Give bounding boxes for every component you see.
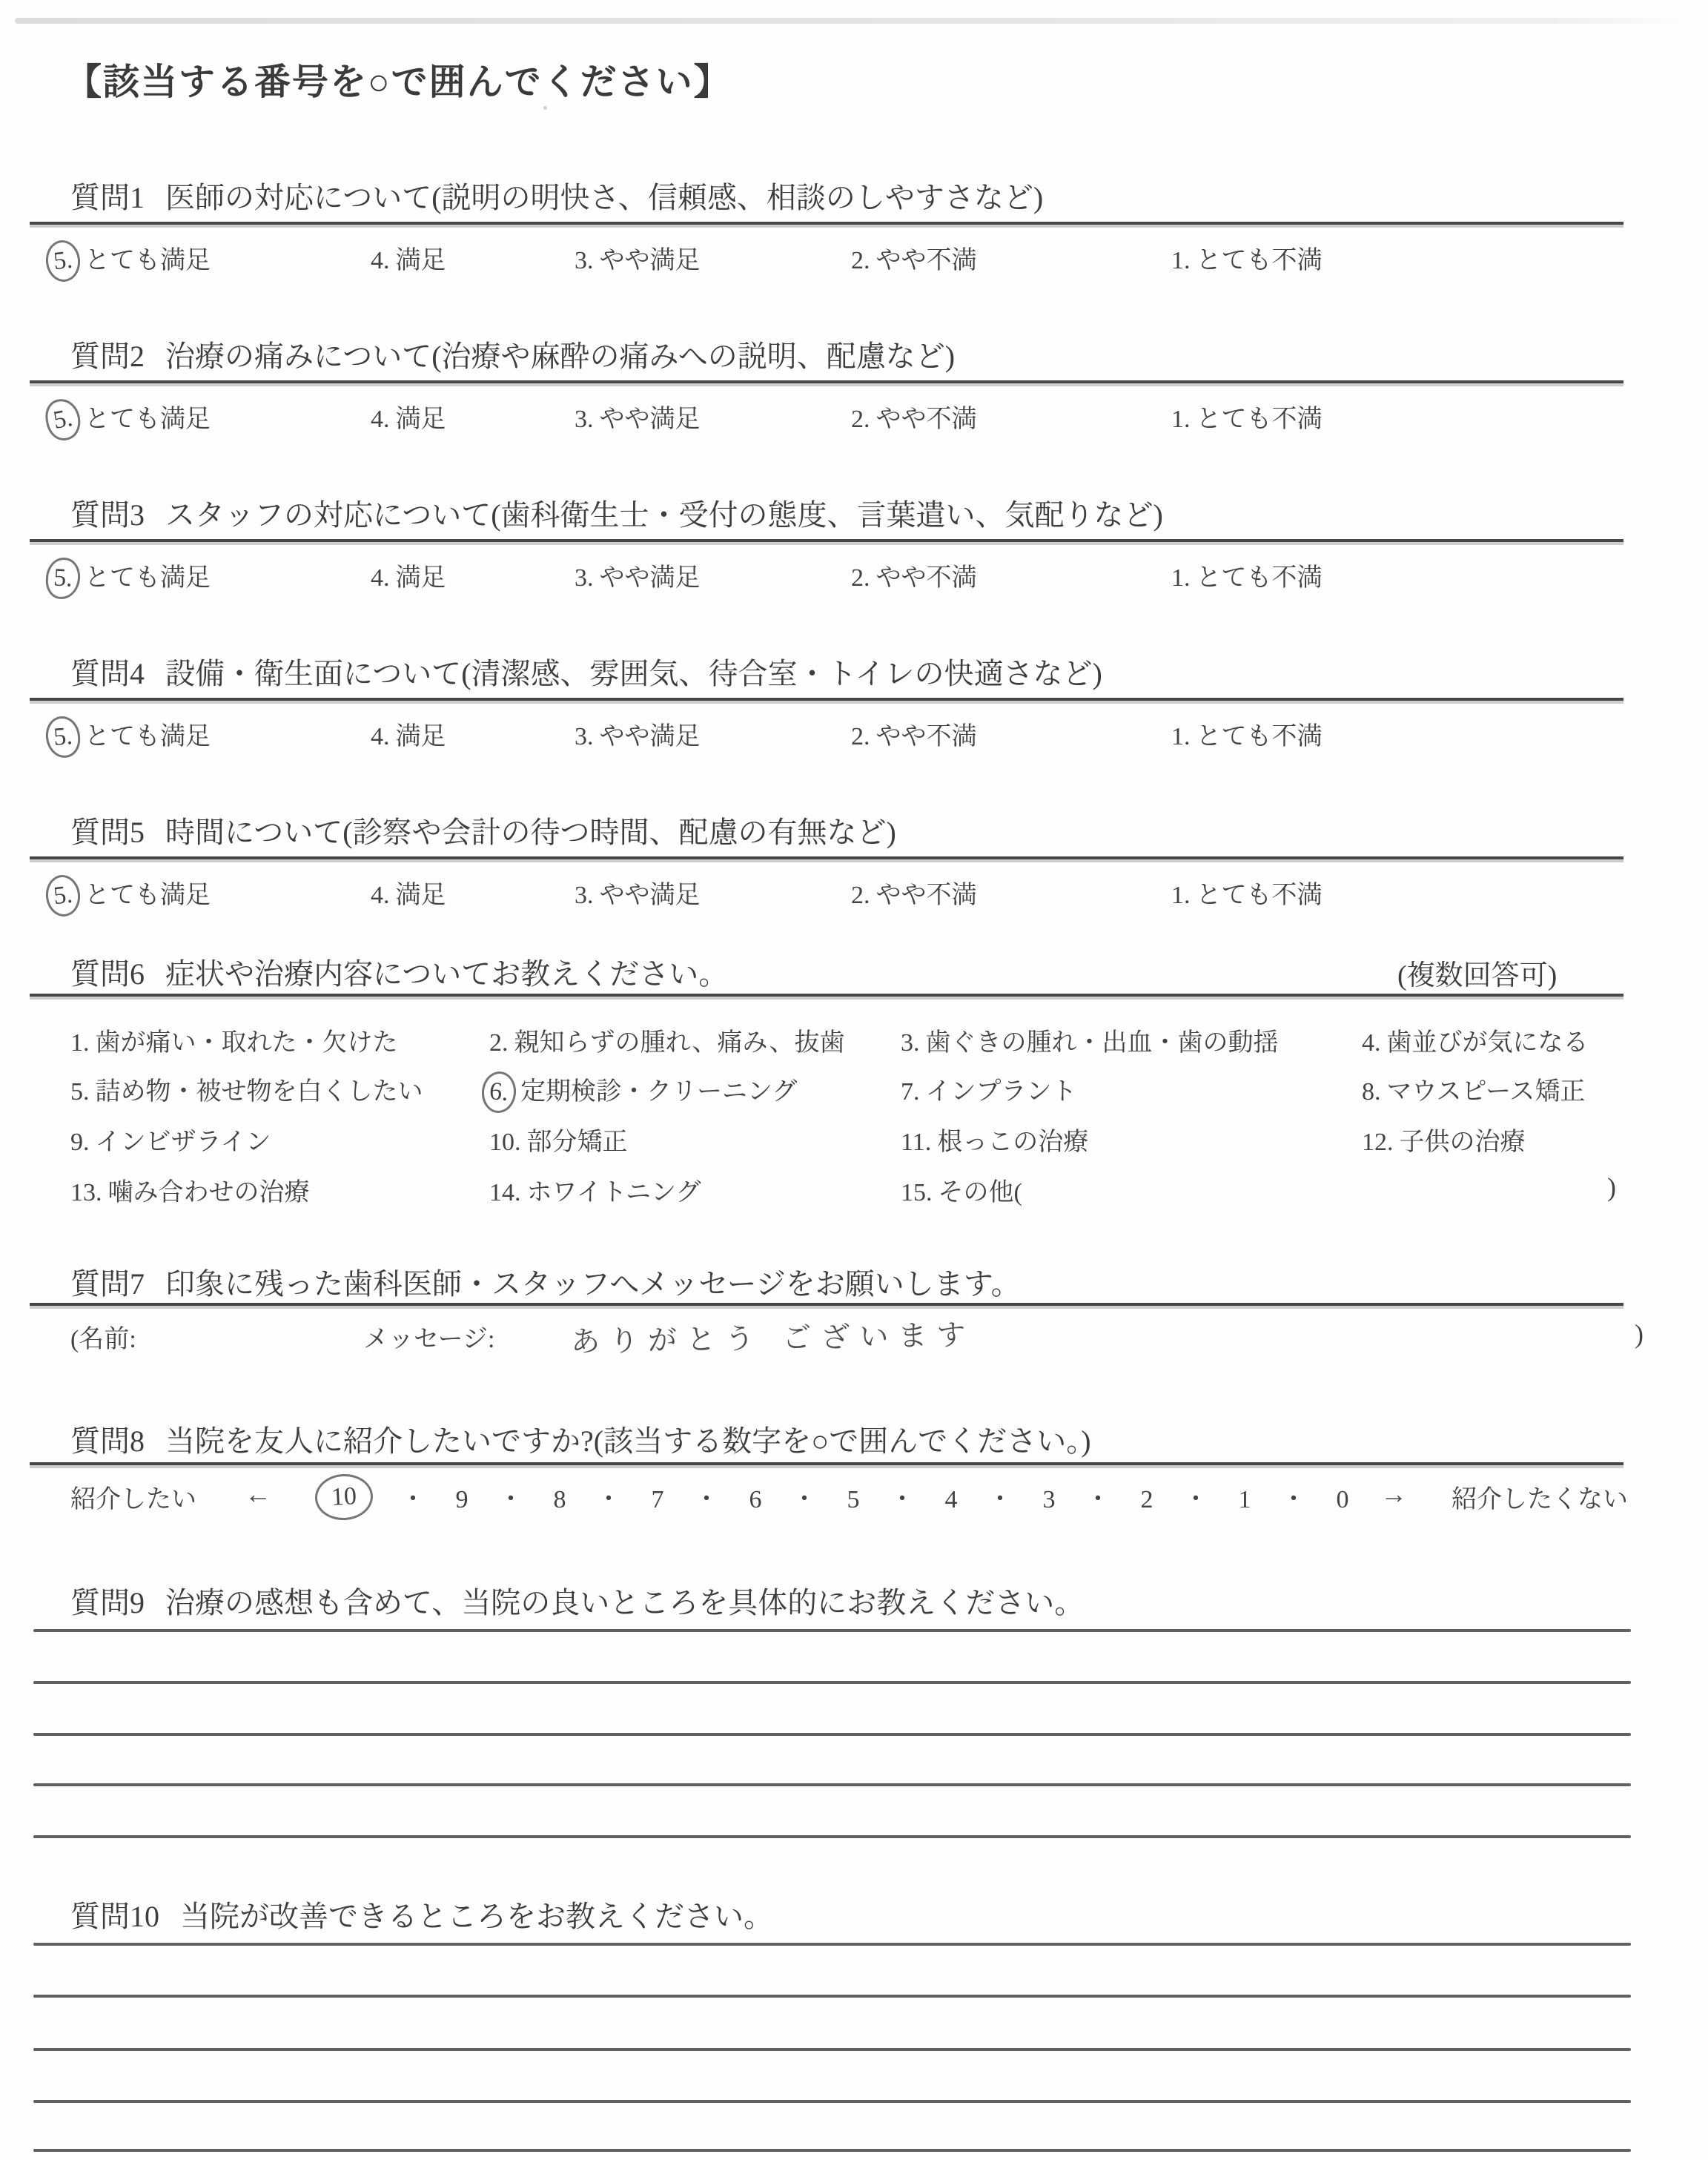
item-number: 3. (901, 1029, 920, 1057)
question-8-header (70, 1418, 1091, 1460)
option-number: 2. (851, 564, 870, 592)
q6-item-9 (70, 1121, 271, 1157)
option-number: 5. (53, 564, 73, 592)
option-label: とても満足 (85, 247, 211, 274)
scale-option-3 (575, 240, 701, 276)
option-number: 3. (575, 882, 594, 909)
question-text: 時間について(診察や会計の待つ時間、配慮の有無など) (165, 816, 896, 849)
question-text: 設備・衛生面について(清潔感、雰囲気、待合室・トイレの快適さなど) (165, 657, 1102, 690)
q6-item-11 (901, 1121, 1088, 1157)
item-label: 子供の治療 (1399, 1129, 1526, 1156)
question-text: 治療の感想も含めて、当院の良いところを具体的にお教えください。 (165, 1586, 1085, 1619)
scale-option-2 (851, 874, 977, 911)
item-label: 歯並びが気になる (1386, 1029, 1589, 1057)
option-label: やや満足 (599, 882, 701, 909)
divider-rule (30, 539, 1623, 542)
option-label: やや不満 (875, 723, 977, 750)
left-arrow-icon: ← (245, 1479, 271, 1509)
option-label: 満足 (395, 564, 446, 592)
q6-item-3 (901, 1022, 1279, 1058)
option-label: 満足 (395, 882, 446, 909)
option-number: 5. (51, 404, 75, 435)
option-label: とても満足 (85, 882, 211, 909)
question-4-options (0, 716, 1708, 756)
question-2-options (0, 398, 1708, 438)
q6-row-4 (0, 1172, 1708, 1212)
item-number: 6. (488, 1077, 510, 1107)
item-label: インビザライン (95, 1129, 271, 1156)
divider-rule (30, 1462, 1623, 1465)
question-3-options (0, 557, 1708, 597)
question-10-header (70, 1893, 773, 1935)
handwritten-message: ありがとう ございます (570, 1318, 976, 1359)
q6-row-2 (0, 1071, 1708, 1111)
scale-option-1 (1171, 557, 1323, 593)
divider-rule (30, 222, 1623, 225)
scale-right-label: 紹介したくない (1452, 1486, 1628, 1513)
handwritten-circle-mark (45, 557, 82, 600)
option-number: 2. (851, 406, 870, 433)
scale-left-label: 紹介したい (70, 1486, 196, 1513)
option-number: 2. (851, 882, 870, 909)
item-number: 12. (1362, 1129, 1394, 1156)
question-2-header (70, 333, 955, 375)
option-number: 2. (851, 247, 870, 274)
scale-option-4 (371, 716, 446, 752)
scale-option-4 (371, 557, 446, 593)
option-label: とても不満 (1196, 564, 1323, 592)
option-number: 4. (371, 882, 390, 909)
option-label: とても満足 (85, 564, 211, 592)
option-label: とても不満 (1196, 406, 1323, 433)
scale-option-5 (53, 398, 211, 442)
question-5-header (70, 809, 896, 851)
option-number: 1. (1171, 247, 1191, 274)
question-label: 質問9 (70, 1586, 145, 1619)
item-label: 歯が痛い・取れた・欠けた (95, 1029, 398, 1057)
page-title: 【該当する番号を○で囲んでください】 (65, 62, 732, 102)
scale-option-5 (53, 874, 211, 918)
item-label: 根っこの治療 (937, 1129, 1089, 1156)
q6-item-7 (901, 1071, 1077, 1107)
item-number: 13. (70, 1179, 102, 1206)
item-number: 7. (901, 1078, 920, 1106)
scale-option-3 (575, 874, 701, 911)
option-number: 1. (1171, 406, 1191, 433)
item-number: 1. (70, 1029, 90, 1057)
option-number: 2. (851, 723, 870, 750)
scale-option-3 (575, 557, 701, 593)
option-label: 満足 (395, 406, 446, 433)
item-label: マウスピース矯正 (1386, 1078, 1586, 1106)
q6-item-6 (489, 1071, 797, 1114)
writing-line (33, 1629, 1631, 1632)
right-arrow-icon: → (1380, 1479, 1407, 1509)
scan-speck (543, 106, 547, 110)
q6-other-close-paren: ) (1607, 1172, 1616, 1202)
message-field-label: メッセージ: (363, 1326, 495, 1353)
question-text: 医師の対応について(説明の明快さ、信頼感、相談のしやすさなど) (165, 181, 1044, 214)
question-7-answer-row (0, 1318, 1708, 1370)
scale-option-4 (371, 240, 446, 276)
scale-option-2 (851, 240, 977, 276)
scale-option-4 (371, 398, 446, 435)
q6-item-10 (489, 1121, 628, 1157)
question-7-header (70, 1261, 1021, 1303)
option-label: やや不満 (875, 882, 977, 909)
option-number: 1. (1171, 882, 1191, 909)
question-text: 印象に残った歯科医師・スタッフへメッセージをお願いします。 (165, 1267, 1021, 1301)
q6-item-5 (70, 1071, 423, 1107)
writing-line (33, 2100, 1631, 2103)
handwritten-circle-mark (44, 716, 82, 759)
q6-item-4 (1362, 1022, 1589, 1058)
item-label: 定期検診・クリーニング (520, 1078, 798, 1106)
question-4-header (70, 650, 1102, 693)
question-9-header (70, 1579, 1084, 1622)
item-label: ホワイトニング (526, 1179, 701, 1206)
option-number: 3. (575, 564, 594, 592)
option-number: 3. (575, 406, 594, 433)
question-label: 質問2 (70, 340, 145, 373)
handwritten-circle-mark (314, 1473, 374, 1522)
option-number: 1. (1171, 723, 1191, 750)
question-label: 質問10 (70, 1900, 159, 1933)
option-number: 3. (575, 723, 594, 750)
option-number: 4. (371, 723, 390, 750)
option-label: 満足 (395, 723, 446, 750)
nps-scale-row (0, 1479, 1708, 1530)
divider-rule (30, 856, 1623, 859)
option-label: やや不満 (875, 564, 977, 592)
q6-item-14 (489, 1172, 701, 1208)
question-text: 当院を友人に紹介したいですか?(該当する数字を○で囲んでください。) (165, 1424, 1091, 1458)
writing-line (33, 2149, 1631, 2152)
handwritten-circle-mark (44, 239, 82, 284)
question-label: 質問3 (70, 498, 145, 532)
item-label: インプラント (925, 1078, 1077, 1106)
option-label: やや満足 (599, 406, 701, 433)
option-number: 5. (52, 880, 74, 911)
option-number: 5. (52, 245, 74, 276)
handwritten-circle-mark (42, 397, 83, 443)
option-label: 満足 (395, 247, 446, 274)
item-number: 4. (1362, 1029, 1381, 1057)
question-text: 症状や治療内容についてお教えください。 (165, 957, 729, 991)
divider-rule (30, 698, 1623, 701)
writing-line (33, 1733, 1631, 1736)
option-label: とても不満 (1196, 247, 1323, 274)
question-text: 当院が改善できるところをお教えください。 (180, 1900, 773, 1933)
scale-numbers: ・ 9 ・ 8 ・ 7 ・ 6 ・ 5 ・ 4 ・ 3 ・ 2 ・ 1 ・ 0 (400, 1486, 1357, 1513)
handwritten-circle-mark (480, 1070, 518, 1114)
item-number: 8. (1362, 1078, 1381, 1106)
question-3-header (70, 492, 1163, 534)
q6-item-8 (1362, 1071, 1585, 1107)
divider-rule (30, 1303, 1623, 1306)
q6-item-12 (1362, 1121, 1526, 1157)
item-label: 詰め物・被せ物を白くしたい (95, 1078, 423, 1106)
scale-option-2 (851, 716, 977, 752)
writing-line (33, 1783, 1631, 1786)
option-label: やや満足 (599, 247, 701, 274)
q6-item-2 (489, 1022, 845, 1058)
handwritten-circle-mark (44, 873, 82, 919)
scale-option-1 (1171, 240, 1323, 276)
scale-option-3 (575, 716, 701, 752)
q6-item-1 (70, 1022, 398, 1058)
question-6-header (70, 951, 728, 993)
scale-option-1 (1171, 716, 1323, 752)
q6-item-15 (901, 1172, 1022, 1208)
option-number: 3. (575, 247, 594, 274)
writing-line (33, 1681, 1631, 1684)
item-number: 5. (70, 1078, 90, 1106)
item-label: 親知らずの腫れ、痛み、抜歯 (514, 1029, 845, 1057)
scale-option-3 (575, 398, 701, 435)
question-label: 質問4 (70, 657, 145, 690)
q6-row-1 (0, 1022, 1708, 1062)
question-label: 質問6 (70, 957, 145, 991)
writing-line (33, 1995, 1631, 1998)
scale-option-1 (1171, 874, 1323, 911)
multiple-answers-note: (複数回答可) (1397, 960, 1558, 991)
scale-option-5 (53, 716, 211, 759)
question-1-header (70, 174, 1043, 217)
item-number: 2. (489, 1029, 509, 1057)
option-label: やや満足 (599, 564, 701, 592)
q6-item-13 (70, 1172, 310, 1208)
item-label: 歯ぐきの腫れ・出血・歯の動揺 (925, 1029, 1279, 1057)
option-number: 4. (371, 564, 390, 592)
scan-artifact-line (15, 18, 1689, 24)
option-label: とても不満 (1196, 723, 1323, 750)
divider-rule (30, 994, 1623, 997)
item-number: 10. (489, 1129, 521, 1156)
scale-option-5 (53, 557, 211, 601)
question-5-options (0, 874, 1708, 914)
option-label: やや不満 (875, 247, 977, 274)
question-1-options (0, 240, 1708, 280)
q6-row-3 (0, 1121, 1708, 1161)
question-label: 質問5 (70, 816, 145, 849)
item-label: 部分矯正 (526, 1129, 628, 1156)
option-label: とても満足 (85, 723, 211, 750)
scale-option-4 (371, 874, 446, 911)
writing-line (33, 1943, 1631, 1946)
score-value: 10 (331, 1482, 357, 1511)
question-label: 質問8 (70, 1424, 145, 1458)
option-label: とても満足 (85, 406, 211, 433)
option-number: 5. (52, 722, 73, 752)
item-label: その他( (938, 1179, 1022, 1206)
option-label: とても不満 (1196, 882, 1323, 909)
selected-score (322, 1476, 373, 1522)
option-number: 1. (1171, 564, 1191, 592)
scale-option-2 (851, 557, 977, 593)
option-label: やや不満 (875, 406, 977, 433)
name-field-label: (名前: (70, 1326, 136, 1353)
item-number: 14. (489, 1179, 521, 1206)
question-text: 治療の痛みについて(治療や麻酔の痛みへの説明、配慮など) (165, 340, 956, 373)
option-number: 4. (371, 247, 390, 274)
scale-option-2 (851, 398, 977, 435)
scale-option-1 (1171, 398, 1323, 435)
option-label: やや満足 (599, 723, 701, 750)
scale-option-5 (53, 240, 211, 283)
item-label: 噛み合わせの治療 (107, 1179, 310, 1206)
question-label: 質問1 (70, 181, 145, 214)
item-number: 9. (70, 1129, 90, 1156)
question-label: 質問7 (70, 1267, 145, 1301)
close-paren: ) (1635, 1319, 1644, 1349)
writing-line (33, 2048, 1631, 2051)
item-number: 11. (901, 1129, 932, 1156)
option-number: 4. (371, 406, 390, 433)
item-number: 15. (901, 1179, 933, 1206)
writing-line (33, 1835, 1631, 1838)
question-text: スタッフの対応について(歯科衛生士・受付の態度、言葉遣い、気配りなど) (165, 498, 1163, 532)
divider-rule (30, 380, 1623, 383)
